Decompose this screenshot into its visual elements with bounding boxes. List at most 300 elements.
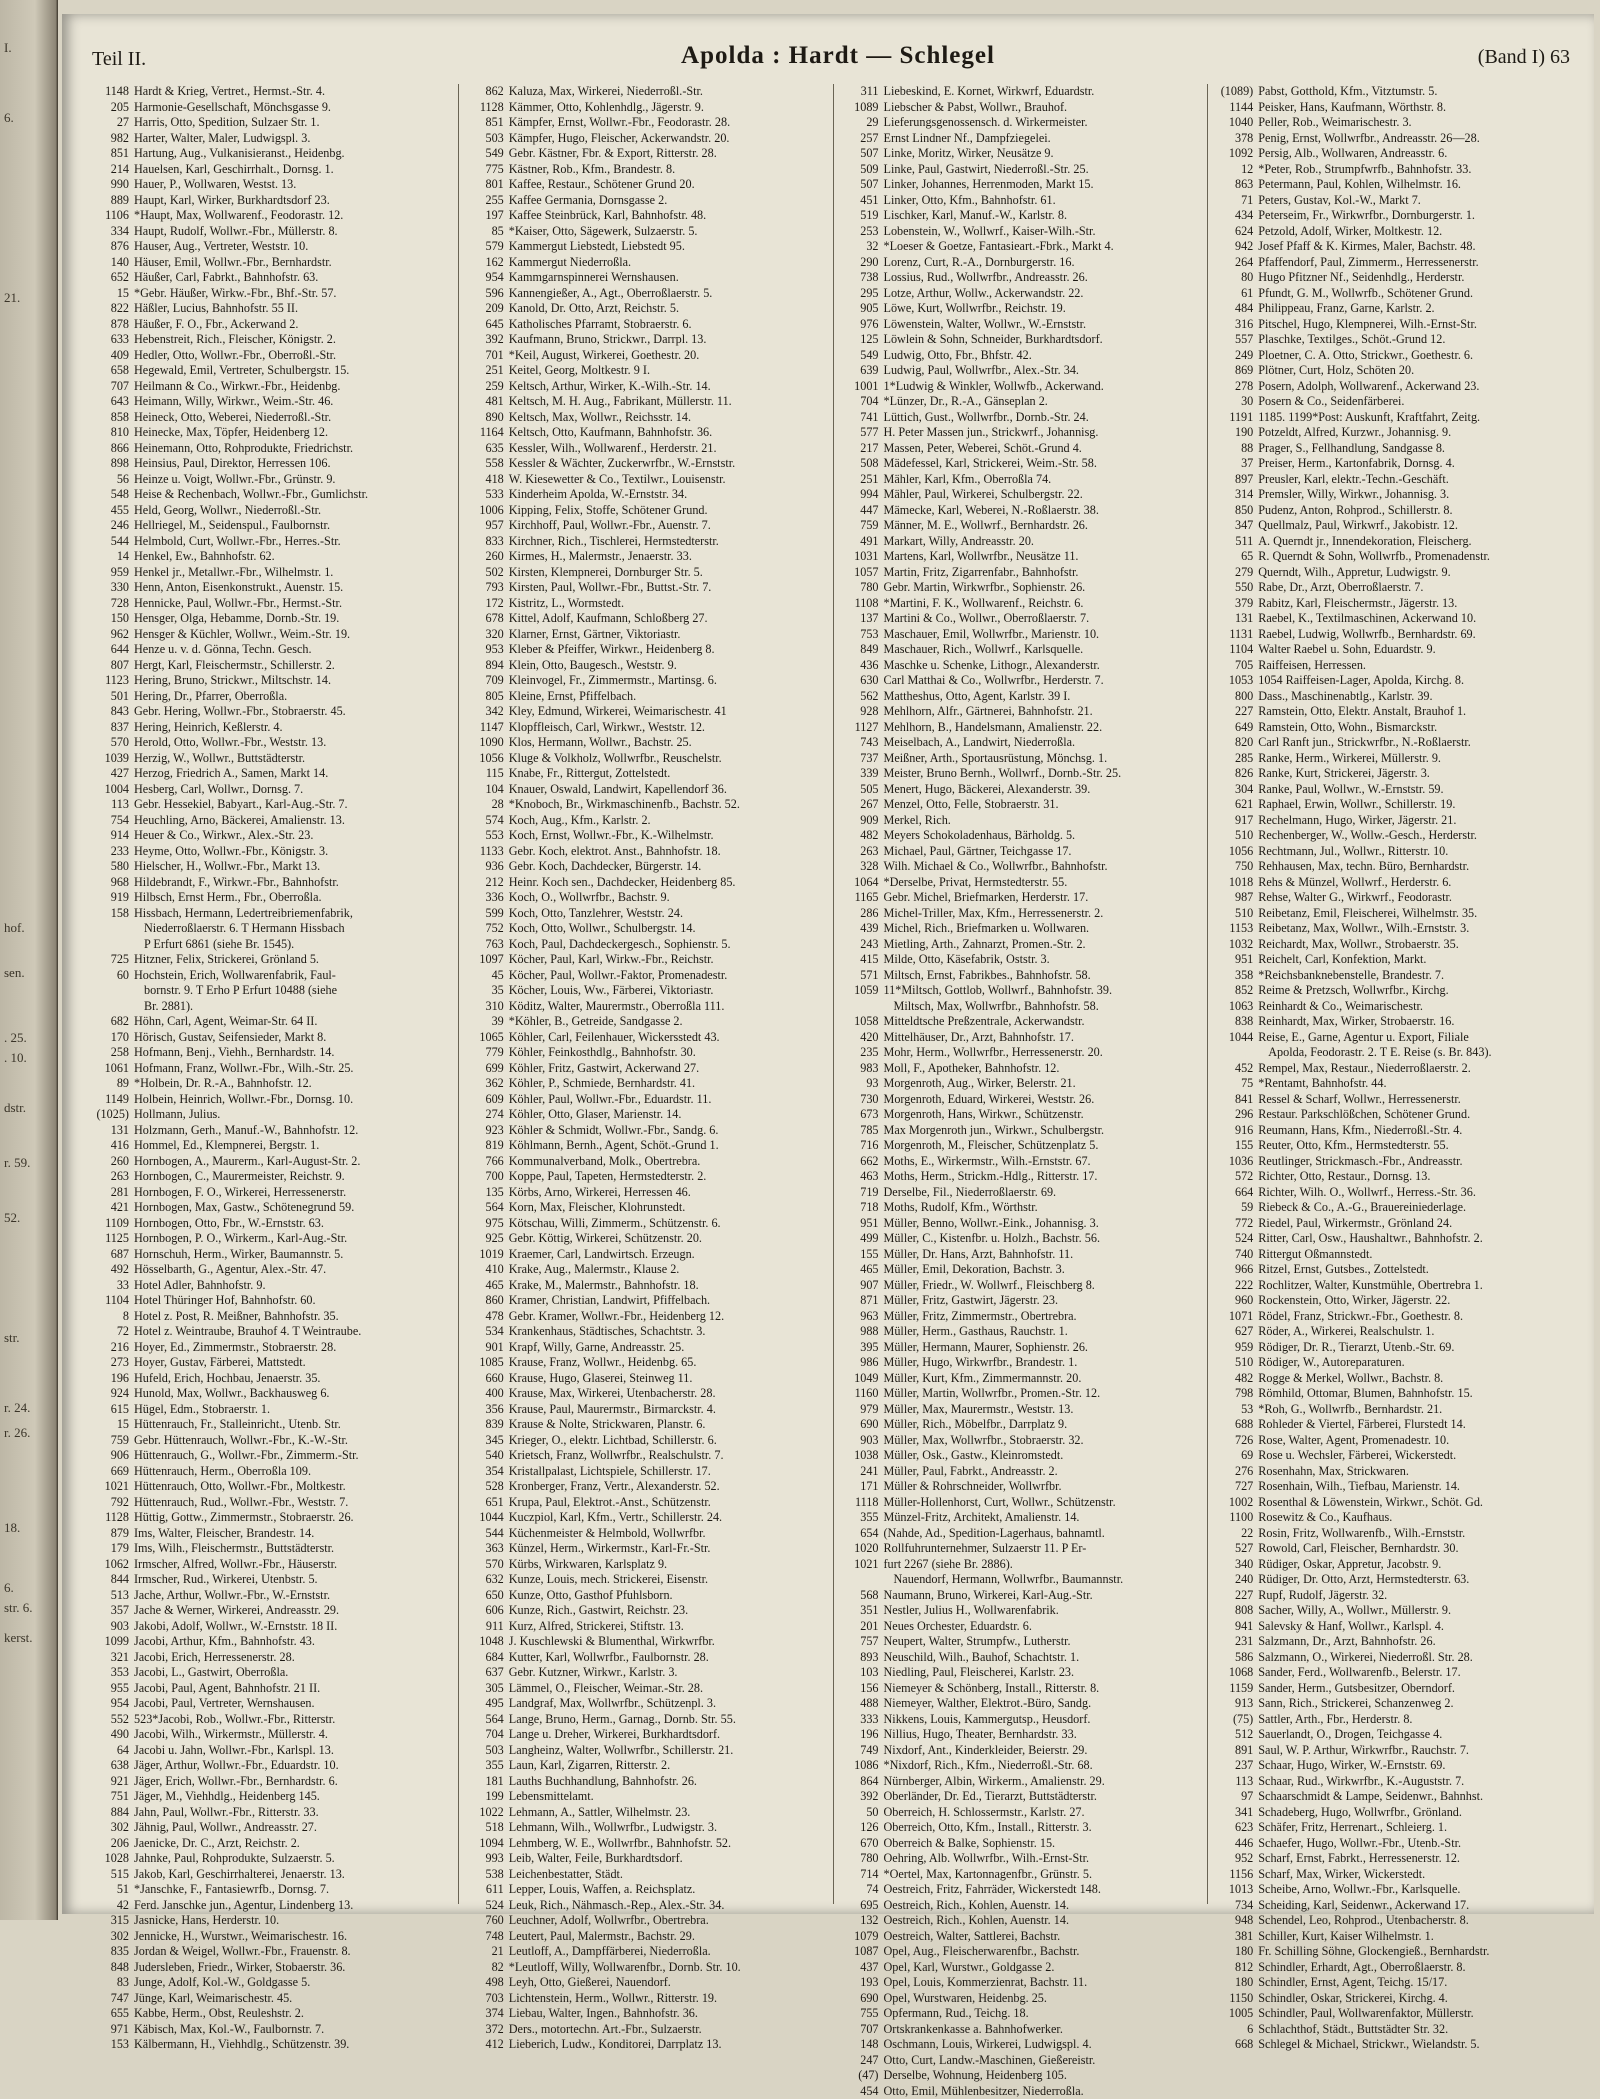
entry-number: 963 (840, 1309, 884, 1325)
entry-text: Jacobi u. Jahn, Wollwr.-Fbr., Karlspl. 13. (134, 1743, 334, 1759)
entry-text: Heinemann, Otto, Rohprodukte, Friedrichstr. (134, 441, 353, 457)
entry-number: 310 (465, 999, 509, 1015)
entry-text: Riedel, Paul, Wirkermstr., Grönland 24. (1258, 1216, 1452, 1232)
entry-text: Löwe, Kurt, Wollwrfbr., Reichstr. 19. (884, 301, 1066, 317)
entry-text: Koppe, Paul, Tapeten, Hermstedterstr. 2. (509, 1169, 707, 1185)
entry-text: Oestreich, Fritz, Fahrräder, Wickerstedt 148. (884, 1882, 1101, 1898)
directory-entry (465, 1107, 827, 1123)
entry-text: Max Morgenroth jun., Wirkwr., Schulbergstr. (884, 1123, 1105, 1139)
directory-entry (1214, 1944, 1576, 1960)
entry-number: 235 (840, 1045, 884, 1061)
entry-number: 60 (90, 968, 134, 984)
entry-number: 654 (840, 1526, 884, 1542)
entry-number: 316 (1214, 317, 1258, 333)
entry-number: 1086 (840, 1758, 884, 1774)
entry-text: 523*Jacobi, Rob., Wollwr.-Fbr., Ritterstr. (134, 1712, 335, 1728)
entry-number: 852 (1214, 983, 1258, 999)
entry-text: *Leutloff, Willy, Wollwarenfbr., Dornb. Str. 10. (509, 1960, 741, 1976)
entry-number: 866 (90, 441, 134, 457)
entry-text: Rogge & Merkel, Wollwr., Bachstr. 8. (1258, 1371, 1443, 1387)
directory-entry (1214, 1588, 1576, 1604)
entry-number: 1100 (1214, 1510, 1258, 1526)
entry-text: Landgraf, Max, Wollwrfbr., Schützenpl. 3. (509, 1696, 716, 1712)
directory-entry (90, 503, 452, 519)
entry-number: 725 (90, 952, 134, 968)
entry-number: 409 (90, 348, 134, 364)
entry-number: 97 (1214, 1789, 1258, 1805)
directory-entry (465, 1681, 827, 1697)
entry-number: 705 (1214, 658, 1258, 674)
entry-number: 633 (90, 332, 134, 348)
directory-entry (1214, 208, 1576, 224)
directory-entry (90, 1541, 452, 1557)
directory-entry (90, 658, 452, 674)
entry-number: 140 (90, 255, 134, 271)
entry-number: 330 (90, 580, 134, 596)
entry-number: 1040 (1214, 115, 1258, 131)
directory-entry (90, 1185, 452, 1201)
entry-number: 707 (840, 2022, 884, 2038)
directory-entry (1214, 1464, 1576, 1480)
entry-text: Römhild, Ottomar, Blumen, Bahnhofstr. 15. (1258, 1386, 1472, 1402)
entry-number: 233 (90, 844, 134, 860)
entry-number: 482 (840, 828, 884, 844)
entry-number: 571 (840, 968, 884, 984)
directory-entry (465, 1123, 827, 1139)
entry-number: 639 (840, 363, 884, 379)
directory-entry (1214, 255, 1576, 271)
entry-text: Hielscher, H., Wollwr.-Fbr., Markt 13. (134, 859, 320, 875)
entry-text: Carl Ranft jun., Strickwrfbr., N.-Roßlaerstr. (1258, 735, 1471, 751)
entry-text: Ranke, Paul, Wollwr., W.-Ernststr. 59. (1258, 782, 1443, 798)
entry-text: Häßler, Lucius, Bahnhofstr. 55 II. (134, 301, 298, 317)
entry-text: Rechtmann, Jul., Wollwr., Ritterstr. 10. (1258, 844, 1448, 860)
directory-entry (465, 921, 827, 937)
directory-entry (840, 1076, 1202, 1092)
entry-number: 779 (465, 1045, 509, 1061)
entry-number: 351 (840, 1603, 884, 1619)
directory-entry (840, 766, 1202, 782)
entry-text: Hornbogen, Max, Gastw., Schötenegrund 59. (134, 1200, 354, 1216)
entry-number: 627 (1214, 1324, 1258, 1340)
directory-entry (465, 1324, 827, 1340)
entry-text: Irmscher, Alfred, Wollwr.-Fbr., Häuserstr. (134, 1557, 337, 1573)
entry-text: Hotel Adler, Bahnhofstr. 9. (134, 1278, 266, 1294)
entry-text: *Janschke, F., Fantasiewrfb., Dornsg. 7. (134, 1882, 329, 1898)
entry-number (840, 1572, 884, 1588)
entry-text: Leib, Walter, Feile, Burkhardtsdorf. (509, 1851, 683, 1867)
entry-number: 113 (1214, 1774, 1258, 1790)
entry-text: *Köhler, B., Getreide, Sandgasse 2. (509, 1014, 683, 1030)
entry-text: Rochlitzer, Walter, Kunstmühle, Obertrebra 1. (1258, 1278, 1483, 1294)
directory-entry (90, 2006, 452, 2022)
entry-text: Krause, Paul, Maurermstr., Birmarckstr. 4. (509, 1402, 716, 1418)
entry-number: 954 (90, 1696, 134, 1712)
entry-number: 1013 (1214, 1882, 1258, 1898)
entry-text: Jacobi, Paul, Agent, Bahnhofstr. 21 II. (134, 1681, 320, 1697)
directory-entry (840, 1107, 1202, 1123)
directory-entry (90, 1727, 452, 1743)
entry-number: 793 (465, 580, 509, 596)
directory-entry (465, 1169, 827, 1185)
entry-number: 948 (1214, 1913, 1258, 1929)
entry-number: 798 (1214, 1386, 1258, 1402)
directory-entry (840, 580, 1202, 596)
entry-text: Heinr. Koch sen., Dachdecker, Heidenberg 85. (509, 875, 736, 891)
entry-text: R. Querndt & Sohn, Wollwrfb., Promenadenstr. (1258, 549, 1490, 565)
directory-entry (465, 1603, 827, 1619)
directory-entry (90, 1510, 452, 1526)
entry-number: 682 (90, 1014, 134, 1030)
entry-text: Rödel, Franz, Strickwr.-Fbr., Goethestr. 8. (1258, 1309, 1463, 1325)
directory-entry (465, 2037, 827, 2053)
entry-text: Hugo Pfitzner Nf., Seidenhdlg., Herderstr. (1258, 270, 1464, 286)
directory-entry (90, 844, 452, 860)
directory-entry (465, 162, 827, 178)
entry-text: Rohleder & Viertel, Färberei, Flurstedt 14. (1258, 1417, 1466, 1433)
entry-number: 209 (465, 301, 509, 317)
directory-entry (840, 503, 1202, 519)
entry-text: Heineck, Otto, Weberei, Niederroßl.-Str. (134, 410, 331, 426)
entry-text: Liebau, Walter, Ingen., Bahnhofstr. 36. (509, 2006, 698, 2022)
entry-number: (75) (1214, 1712, 1258, 1728)
entry-text: Gebr. Köttig, Wirkerei, Schützenstr. 20. (509, 1231, 702, 1247)
entry-number: 227 (1214, 1588, 1258, 1604)
entry-text: Kessler, Wilh., Wollwarenf., Herderstr. 21. (509, 441, 717, 457)
directory-entry (1214, 131, 1576, 147)
directory-entry (1214, 952, 1576, 968)
entry-number: 231 (1214, 1634, 1258, 1650)
entry-number: 953 (465, 642, 509, 658)
directory-entry (90, 146, 452, 162)
directory-entry (1214, 348, 1576, 364)
entry-number: 553 (465, 828, 509, 844)
entry-number: 180 (1214, 1975, 1258, 1991)
entry-number: 74 (840, 1882, 884, 1898)
entry-text: Fr. Schilling Söhne, Glockengieß., Bernhardstr. (1258, 1944, 1489, 1960)
entry-number: 850 (1214, 503, 1258, 519)
entry-text: Müller & Rohrschneider, Wollwrfbr. (884, 1479, 1062, 1495)
directory-entry (840, 1758, 1202, 1774)
entry-text: Scharf, Max, Wirker, Wickerstedt. (1258, 1867, 1425, 1883)
entry-number: 644 (90, 642, 134, 658)
entry-text: Lange u. Dreher, Wirkerei, Burkhardtsdorf. (509, 1727, 720, 1743)
entry-text: Posern, Adolph, Wollwarenf., Ackerwand 23. (1258, 379, 1479, 395)
directory-entry (1214, 1154, 1576, 1170)
entry-number: 734 (1214, 1898, 1258, 1914)
entry-text: furt 2267 (siehe Br. 2886). (884, 1557, 1013, 1573)
entry-text: Löwenstein, Walter, Wollwr., W.-Ernststr. (884, 317, 1087, 333)
entry-text: Hauser, Aug., Vertreter, Weststr. 10. (134, 239, 308, 255)
directory-entry (1214, 1433, 1576, 1449)
entry-text: Ritzel, Ernst, Gutsbes., Zottelstedt. (1258, 1262, 1429, 1278)
directory-entry (840, 2084, 1202, 2099)
entry-text: Katholisches Pfarramt, Stobraerstr. 6. (509, 317, 692, 333)
entry-number: 891 (1214, 1743, 1258, 1759)
directory-entry (1214, 1309, 1576, 1325)
entry-text: *Loeser & Goetze, Fantasieart.-Fbrk., Markt 4. (884, 239, 1114, 255)
entry-text: Rödiger, Dr. R., Tierarzt, Utenb.-Str. 69. (1258, 1340, 1454, 1356)
entry-text: Heinze u. Voigt, Wollwr.-Fbr., Grünstr. 9. (134, 472, 335, 488)
entry-text: Lehmann, Wilh., Wollwrfbr., Ludwigstr. 3. (509, 1820, 717, 1836)
entry-number: 33 (90, 1278, 134, 1294)
entry-number (90, 983, 134, 999)
entry-number: 1056 (465, 751, 509, 767)
entry-text: Hüttenrauch, Rud., Wollwr.-Fbr., Weststr. 7. (134, 1495, 348, 1511)
directory-entry (90, 100, 452, 116)
entry-text: *Keil, August, Wirkerei, Goethestr. 20. (509, 348, 700, 364)
directory-entry (465, 1045, 827, 1061)
entry-number: 69 (1214, 1448, 1258, 1464)
entry-number (90, 937, 134, 953)
directory-entry (90, 689, 452, 705)
entry-text: Jasnicke, Hans, Herderstr. 10. (134, 1913, 279, 1929)
entry-text: Potzeldt, Alfred, Kurzwr., Johannisg. 9. (1258, 425, 1451, 441)
entry-text: Niederroßlaerstr. 6. T Hermann Hissbach (134, 921, 345, 937)
entry-number: 660 (465, 1371, 509, 1387)
directory-entry (465, 146, 827, 162)
directory-entry (90, 1371, 452, 1387)
entry-text: Hörisch, Gustav, Seifensieder, Markt 8. (134, 1030, 326, 1046)
entry-text: Lämmel, O., Fleischer, Weimar.-Str. 28. (509, 1681, 703, 1697)
entry-number: 849 (840, 642, 884, 658)
directory-entry (840, 270, 1202, 286)
entry-text: Heinsius, Paul, Direktor, Herressen 106. (134, 456, 331, 472)
entry-number: 652 (90, 270, 134, 286)
entry-text: Oestreich, Rich., Kohlen, Auenstr. 14. (884, 1913, 1070, 1929)
entry-text: Hüttig, Gottw., Zimmermstr., Stobraerstr. 26. (134, 1510, 354, 1526)
entry-text: Heyme, Otto, Wollwr.-Fbr., Königstr. 3. (134, 844, 328, 860)
entry-text: Rose, Walter, Agent, Promenadestr. 10. (1258, 1433, 1449, 1449)
entry-number: 29 (840, 115, 884, 131)
entry-number: 924 (90, 1386, 134, 1402)
directory-entry (90, 1696, 452, 1712)
directory-entry (465, 332, 827, 348)
entry-text: Köcher, Paul, Wollwr.-Faktor, Promenadestr. (509, 968, 728, 984)
directory-entry (840, 84, 1202, 100)
entry-number: 333 (840, 1712, 884, 1728)
directory-entry (840, 286, 1202, 302)
directory-entry (465, 84, 827, 100)
entry-text: Müller, C., Kistenfbr. u. Holzh., Bachstr. 56. (884, 1231, 1101, 1247)
entry-text: Sander, Ferd., Wollwarenfb., Belerstr. 17. (1258, 1665, 1460, 1681)
directory-entry (1214, 875, 1576, 891)
entry-number: 93 (840, 1076, 884, 1092)
entry-text: Linke, Paul, Gastwirt, Niederroßl.-Str. 25. (884, 162, 1089, 178)
entry-text: Jakob, Karl, Geschirrhalterei, Jenaerstr. 13. (134, 1867, 345, 1883)
entry-number: 841 (1214, 1092, 1258, 1108)
entry-number: 1004 (90, 782, 134, 798)
directory-entry (465, 983, 827, 999)
entry-number: 971 (90, 2022, 134, 2038)
entry-text: Hügel, Edm., Stobraerstr. 1. (134, 1402, 270, 1418)
directory-entry (1214, 1216, 1576, 1232)
entry-text: 1054 Raiffeisen-Lager, Apolda, Kirchg. 8. (1258, 673, 1464, 689)
directory-entry (840, 875, 1202, 891)
entry-text: Hofmann, Franz, Wollwr.-Fbr., Wilh.-Str. 25. (134, 1061, 353, 1077)
entry-number: 907 (840, 1278, 884, 1294)
directory-entry (1214, 1386, 1576, 1402)
entry-number: 196 (840, 1727, 884, 1743)
entry-text: Moths, Rudolf, Kfm., Wörthstr. (884, 1200, 1038, 1216)
directory-entry (90, 394, 452, 410)
entry-number: 217 (840, 441, 884, 457)
directory-entry (90, 1898, 452, 1914)
entry-text: Mehlhorn, B., Handelsmann, Amalienstr. 22. (884, 720, 1103, 736)
entry-number: 372 (465, 2022, 509, 2038)
entry-number: 534 (465, 1324, 509, 1340)
entry-number: 860 (465, 1293, 509, 1309)
entry-number: 311 (840, 84, 884, 100)
entry-number: 1058 (840, 1014, 884, 1030)
entry-number: 988 (840, 1324, 884, 1340)
directory-entry (840, 131, 1202, 147)
entry-text: Menzel, Otto, Felle, Stobraerstr. 31. (884, 797, 1059, 813)
directory-entry (840, 100, 1202, 116)
entry-number: 400 (465, 1386, 509, 1402)
directory-entry (90, 286, 452, 302)
directory-entry (840, 1898, 1202, 1914)
entry-text: Lobenstein, W., Wollwrf., Kaiser-Wilh.-Str. (884, 224, 1096, 240)
directory-entry (840, 735, 1202, 751)
entry-text: Maschauer, Rich., Wollwrf., Karlsquelle. (884, 642, 1084, 658)
entry-text: Henn, Anton, Eisenkonstrukt., Auenstr. 15. (134, 580, 343, 596)
directory-entry (90, 518, 452, 534)
entry-text: Gebr. Kutzner, Wirkwr., Karlstr. 3. (509, 1665, 678, 1681)
directory-entry (90, 115, 452, 131)
entry-text: Henkel, Ew., Bahnhofstr. 62. (134, 549, 275, 565)
entry-number: 253 (840, 224, 884, 240)
entry-text: Merkel, Rich. (884, 813, 951, 829)
entry-number: 923 (465, 1123, 509, 1139)
entry-number: 1056 (1214, 844, 1258, 860)
entry-text: Gebr. Hüttenrauch, Wollwr.-Fbr., K.-W.-Str. (134, 1433, 348, 1449)
directory-entry (1214, 1231, 1576, 1247)
entry-text: Milde, Otto, Käsefabrik, Oststr. 3. (884, 952, 1050, 968)
entry-text: Mitteldtsche Preßzentrale, Ackerwandstr. (884, 1014, 1085, 1030)
directory-entry (840, 1495, 1202, 1511)
directory-entry (465, 286, 827, 302)
entry-text: Linker, Otto, Kfm., Bahnhofstr. 61. (884, 193, 1056, 209)
directory-entry (1214, 1340, 1576, 1356)
directory-entry (1214, 1030, 1576, 1046)
entry-number: 1031 (840, 549, 884, 565)
entry-number: 848 (90, 1960, 134, 1976)
entry-text: Kirsten, Paul, Wollwr.-Fbr., Buttst.-Str. 7. (509, 580, 712, 596)
entry-text: Koch, Paul, Dachdeckergesch., Sophienstr. 5. (509, 937, 731, 953)
entry-text: Wilh. Michael & Co., Wollwrfbr., Bahnhofstr. (884, 859, 1108, 875)
entry-text: Oestreich, Rich., Kohlen, Auenstr. 14. (884, 1898, 1070, 1914)
entry-number: 415 (840, 952, 884, 968)
entry-number: 714 (840, 1867, 884, 1883)
directory-entry (840, 146, 1202, 162)
entry-number: 1164 (465, 425, 509, 441)
directory-entry (840, 1774, 1202, 1790)
entry-number: 695 (840, 1898, 884, 1914)
directory-entry (465, 1479, 827, 1495)
entry-text: Nürnberger, Albin, Wirkerm., Amalienstr. 29. (884, 1774, 1105, 1790)
entry-text: Peterseim, Fr., Wirkwrfbr., Dornburgerstr. 1. (1258, 208, 1475, 224)
directory-entry (90, 813, 452, 829)
entry-number: 730 (840, 1092, 884, 1108)
directory-entry (1214, 1402, 1576, 1418)
entry-number: 759 (840, 518, 884, 534)
directory-entry (90, 627, 452, 643)
entry-number: 503 (465, 131, 509, 147)
entry-number: 1032 (1214, 937, 1258, 953)
entry-number: 82 (465, 1960, 509, 1976)
entry-text: Penig, Ernst, Wollwrfbr., Andreasstr. 26—28. (1258, 131, 1480, 147)
directory-entry (90, 1092, 452, 1108)
entry-text: Kaufmann, Bruno, Strickwr., Darrpl. 13. (509, 332, 707, 348)
entry-text: Maschauer, Emil, Wollwrfbr., Marienstr. 10. (884, 627, 1100, 643)
directory-entry (90, 363, 452, 379)
entry-text: Jaenicke, Dr. C., Arzt, Reichstr. 2. (134, 1836, 300, 1852)
directory-entry (90, 782, 452, 798)
left-page-fragment: . 25. (4, 1030, 27, 1046)
directory-entry (90, 828, 452, 844)
directory-entry (465, 565, 827, 581)
directory-entry (90, 1076, 452, 1092)
entry-text: Holbein, Heinrich, Wollwr.-Fbr., Dornsg. 10. (134, 1092, 353, 1108)
directory-entry (840, 1851, 1202, 1867)
directory-entry (1214, 1572, 1576, 1588)
entry-number: 1150 (1214, 1991, 1258, 2007)
entry-text: Menert, Hugo, Bäckerei, Alexanderstr. 39. (884, 782, 1091, 798)
entry-text: Raphael, Erwin, Wollwr., Schillerstr. 19. (1258, 797, 1455, 813)
directory-entry (840, 1355, 1202, 1371)
directory-entry (465, 1743, 827, 1759)
directory-entry (90, 1200, 452, 1216)
entry-text: Hösselbarth, G., Agentur, Alex.-Str. 47. (134, 1262, 326, 1278)
directory-entry (465, 193, 827, 209)
entry-text: Müller, Paul, Fabrkt., Andreasstr. 2. (884, 1464, 1058, 1480)
directory-entry (465, 1572, 827, 1588)
directory-entry (1214, 983, 1576, 999)
entry-text: Kinderheim Apolda, W.-Ernststr. 34. (509, 487, 687, 503)
entry-text: Leyh, Otto, Gießerei, Nauendorf. (509, 1975, 671, 1991)
entry-number: 699 (465, 1061, 509, 1077)
entry-number: 434 (1214, 208, 1258, 224)
left-page-edge (0, 0, 58, 1920)
entry-number: 564 (465, 1200, 509, 1216)
directory-entry (465, 1340, 827, 1356)
entry-number: 837 (90, 720, 134, 736)
entry-number: 562 (840, 689, 884, 705)
directory-entry (1214, 596, 1576, 612)
entry-number: 962 (90, 627, 134, 643)
entry-number: 1019 (465, 1247, 509, 1263)
directory-entry (465, 1448, 827, 1464)
directory-entry (465, 1727, 827, 1743)
entry-number: 247 (840, 2053, 884, 2069)
directory-column (833, 84, 1208, 1904)
entry-number: 1021 (840, 1557, 884, 1573)
directory-entry (90, 224, 452, 240)
entry-text: Jennicke, H., Wurstwr., Weimarischestr. 16. (134, 1929, 347, 1945)
entry-number: 570 (465, 1557, 509, 1573)
entry-number: 65 (1214, 549, 1258, 565)
entry-number: 668 (1214, 2037, 1258, 2053)
page-header (92, 38, 1584, 78)
directory-entry (1214, 317, 1576, 333)
directory-entry (465, 611, 827, 627)
entry-number: 1028 (90, 1851, 134, 1867)
entry-text: Schaarschmidt & Lampe, Seidenwr., Bahnhst. (1258, 1789, 1483, 1805)
entry-text: Morgenroth, Aug., Wirker, Belerstr. 21. (884, 1076, 1076, 1092)
directory-entry (465, 1417, 827, 1433)
entry-number (1214, 1045, 1258, 1061)
